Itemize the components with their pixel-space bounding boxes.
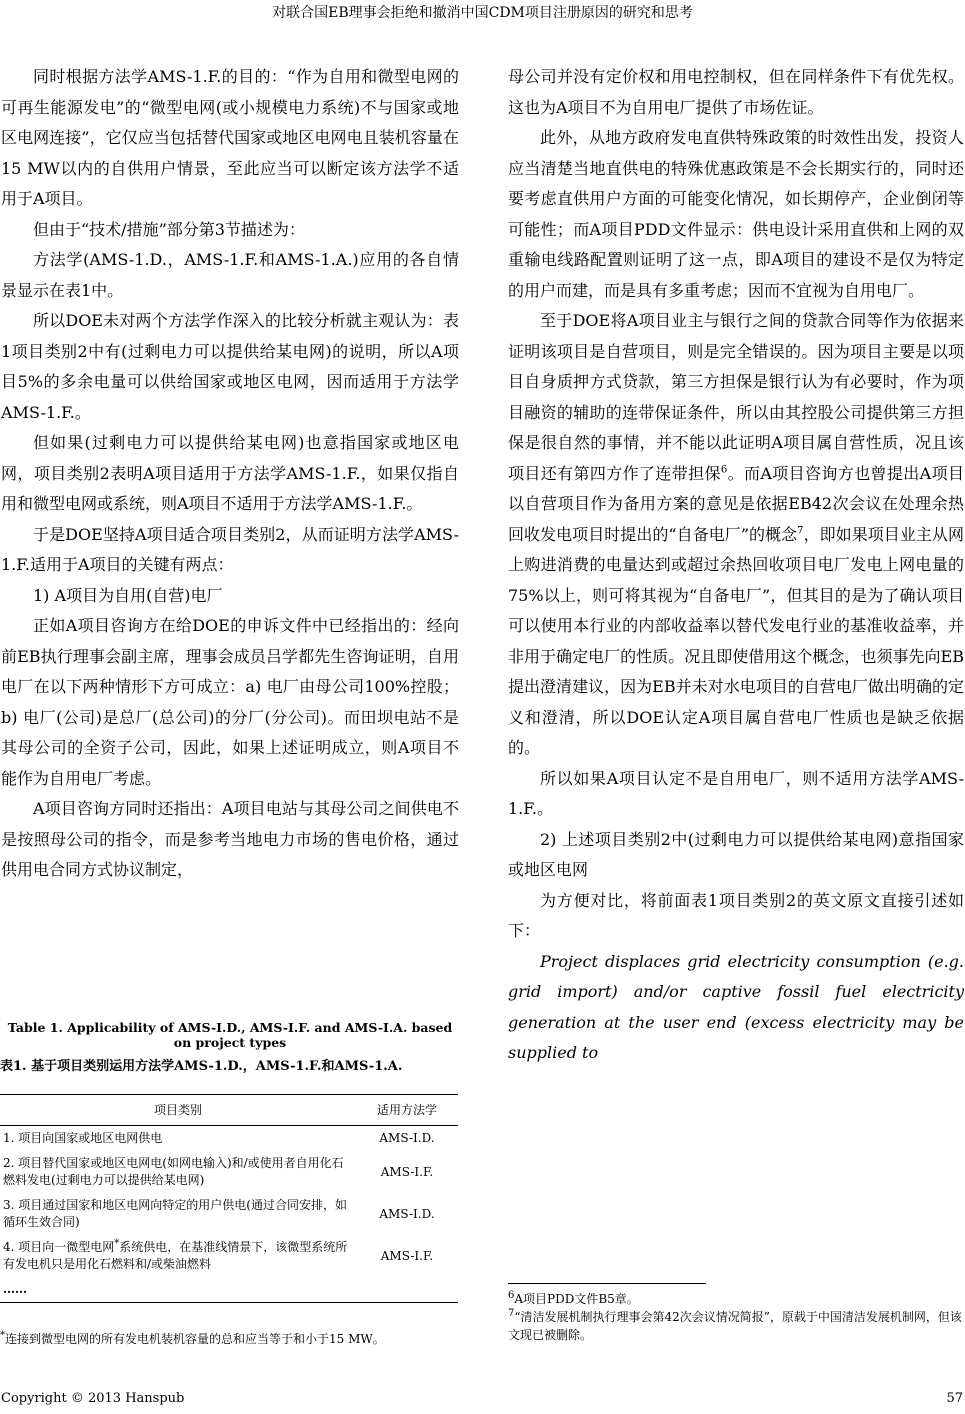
- copyright-footer: Copyright © 2013 Hanspub: [1, 1391, 185, 1406]
- paragraph: 但由于“技术/措施”部分第3节描述为：: [33, 219, 305, 239]
- table-header-row: [0, 1095, 458, 1126]
- method-cell: AMS-I.D.: [379, 1206, 435, 1221]
- table-row-ellipsis: [0, 1277, 458, 1303]
- paragraph: 正如A项目咨询方在给DOE的申诉文件中已经指出的：经向前EB执行理事会副主席，理事会成员吕学都先生咨询证明，自用电厂在以下两种情形下方可成立：a) 电厂由母公司100%控股；b) 电厂(公司)是总厂(总公司)的分厂(分公司)。而田坝电站不是其母公司的全资子公司，因此，如果上述证明成立，则A项目不能作为自用电厂考虑。: [1, 616, 459, 788]
- paragraph: 母公司并没有定价权和用电控制权，但在同样条件下有优先权。这也为A项目不为自用电厂提供了市场佐证。: [508, 67, 964, 117]
- paragraph-text: ，即如果项目业主从网上购进消费的电量达到或超过余热回收项目电厂发电上网电量的75%以上，则可将其视为“自备电厂”，但其目的是为了确认项目可以使用本行业的内部收益率以替代发电行业的基准收益率，并非用于确定电厂的性质。况且即使借用这个概念，也须事先向EB提出澄清建议，因为EB并未对水电项目的自营电厂做出明确的定义和澄清，所以DOE认定A项目属自营电厂性质也是缺乏依据的。: [508, 524, 964, 757]
- english-quote: Project displaces grid electricity consumption (e.g. grid import) and/or captive fossil fuel electricity generation at the user end (excess electricity may be supplied to: [508, 951, 964, 1062]
- empty-cell: [356, 1277, 458, 1303]
- category-cell: 2. 项目替代国家或地区电网电(如网电输入)和/或使用者自用化石燃料发电(过剩电力可以提供给某电网): [3, 1156, 344, 1187]
- ellipsis-cell: ……: [0, 1277, 356, 1303]
- paragraph-text: 至于DOE将A项目业主与银行之间的贷款合同等作为依据来证明该项目是自营项目，则是完全错误的。因为项目主要是以项目自身质押方式贷款，第三方担保是银行认为有必要时，作为项目融资的辅助的连带保证条件，所以由其控股公司提供第三方担保是很自然的事情，并不能以此证明A项目属自营性质，况且该项目还有第四方作了连带担保: [508, 311, 964, 483]
- category-cell: [0, 1235, 356, 1277]
- table-caption-cn: 表1. 基于项目类别运用方法学AMS-1.D.，AMS-1.F.和AMS-1.A.: [0, 1059, 403, 1074]
- paragraph: 同时根据方法学AMS-1.F.的目的：“作为自用和微型电网的可再生能源发电”的“微型电网(或小规模电力系统)不与国家或地区电网连接”，它仅应当包括替代国家或地区电网电且装机容量在15 MW以内的自供用户情景，至此应当可以断定该方法学不适用于A项目。: [1, 67, 459, 208]
- paragraph: 但如果(过剩电力可以提供给某电网)也意指国家或地区电网，项目类别2表明A项目适用于方法学AMS-1.F.，如果仅指自用和微型电网或系统，则A项目不适用于方法学AMS-1.F.。: [1, 433, 459, 513]
- category-text: 4. 项目向一微型电网: [3, 1240, 115, 1254]
- table-row: [0, 1126, 458, 1152]
- table-note: [0, 1331, 460, 1347]
- footnote-ref: 7: [797, 525, 804, 537]
- paragraph: [508, 306, 964, 764]
- footnote: [508, 1308, 964, 1344]
- table-row: [0, 1235, 458, 1277]
- table-row: [0, 1151, 458, 1193]
- paragraph: 所以如果A项目认定不是自用电厂，则不适用方法学AMS-1.F.。: [508, 768, 964, 818]
- footnote-text: A项目PDD文件B5章。: [514, 1292, 639, 1306]
- table-note-marker: *: [0, 1330, 5, 1341]
- right-column: [508, 62, 964, 1069]
- paragraph: A项目咨询方同时还指出：A项目电站与其母公司之间供电不是按照母公司的指令，而是参考当地电力市场的售电价格，通过供用电合同方式协议制定，: [1, 799, 459, 879]
- table-row: [0, 1193, 458, 1235]
- paragraph: 方法学(AMS-1.D.，AMS-1.F.和AMS-1.A.)应用的各自情景显示在表1中。: [1, 250, 459, 300]
- footnotes: [508, 1290, 964, 1344]
- category-cell: 3. 项目通过国家和地区电网向特定的用户供电(通过合同安排，如循环生效合同): [3, 1198, 347, 1229]
- footnote-ref: 6: [720, 464, 728, 476]
- footnote: [508, 1290, 964, 1308]
- column-header-method: 适用方法学: [356, 1095, 458, 1126]
- paragraph: 于是DOE坚持A项目适合项目类别2，从而证明方法学AMS-1.F.适用于A项目的关键有两点：: [1, 524, 459, 574]
- table-caption-en: Table 1. Applicability of AMS-I.D., AMS-I.F. and AMS-I.A. based on project types: [7, 1020, 453, 1050]
- method-cell: AMS-I.F.: [380, 1248, 434, 1263]
- running-header: 对联合国EB理事会拒绝和撤消中国CDM项目注册原因的研究和思考: [272, 5, 693, 21]
- applicability-table: [0, 1094, 458, 1303]
- footnote-divider: [508, 1283, 706, 1284]
- subheading: 2) 上述项目类别2中(过剩电力可以提供给某电网)意指国家或地区电网: [508, 829, 964, 879]
- footnote-text: “清洁发展机制执行理事会第42次会议情况简报”，原载于中国清洁发展机制网，但该文现已被删除。: [508, 1310, 962, 1342]
- method-cell: AMS-I.F.: [380, 1164, 434, 1179]
- subheading: 1) A项目为自用(自营)电厂: [33, 585, 223, 605]
- method-cell: AMS-I.D.: [379, 1131, 435, 1145]
- table-note-text: 连接到微型电网的所有发电机装机容量的总和应当等于和小于15 MW。: [5, 1332, 385, 1346]
- column-header-category: 项目类别: [0, 1095, 356, 1126]
- category-text-tail: 系统供电，在基准线情景下，该微型系统所有发电机只是用化石燃料和/或柴油燃料: [3, 1240, 348, 1271]
- category-cell: 1. 项目向国家或地区电网供电: [3, 1131, 163, 1145]
- page-number: 57: [946, 1391, 963, 1406]
- footnote-marker: *: [114, 1238, 120, 1249]
- left-column: [1, 62, 459, 886]
- footnote-mark: 6: [508, 1290, 515, 1301]
- paragraph: 为方便对比，将前面表1项目类别2的英文原文直接引述如下：: [508, 890, 964, 940]
- footnote-mark: 7: [508, 1308, 515, 1319]
- paragraph: 所以DOE未对两个方法学作深入的比较分析就主观认为：表1项目类别2中有(过剩电力可以提供给某电网)的说明，所以A项目5%的多余电量可以供给国家或地区电网，因而适用于方法学AMS-1.F.。: [1, 311, 459, 422]
- paragraph-text: 。而A项目咨询方也曾提出A项目以自营项目作为备用方案的意见是依据EB42次会议在处理余热回收发电项目时提出的“自备电厂”的概念: [508, 463, 964, 544]
- paragraph: 此外，从地方政府发电直供特殊政策的时效性出发，投资人应当清楚当地直供电的特殊优惠政策是不会长期实行的，同时还要考虑直供用户方面的可能变化情况，如长期停产，企业倒闭等可能性；而A项目PDD文件显示：供电设计采用直供和上网的双重输电线路配置则证明了这一点，即A项目的建设不是仅为特定的用户而建，而是具有多重考虑；因而不宜视为自用电厂。: [508, 128, 964, 300]
